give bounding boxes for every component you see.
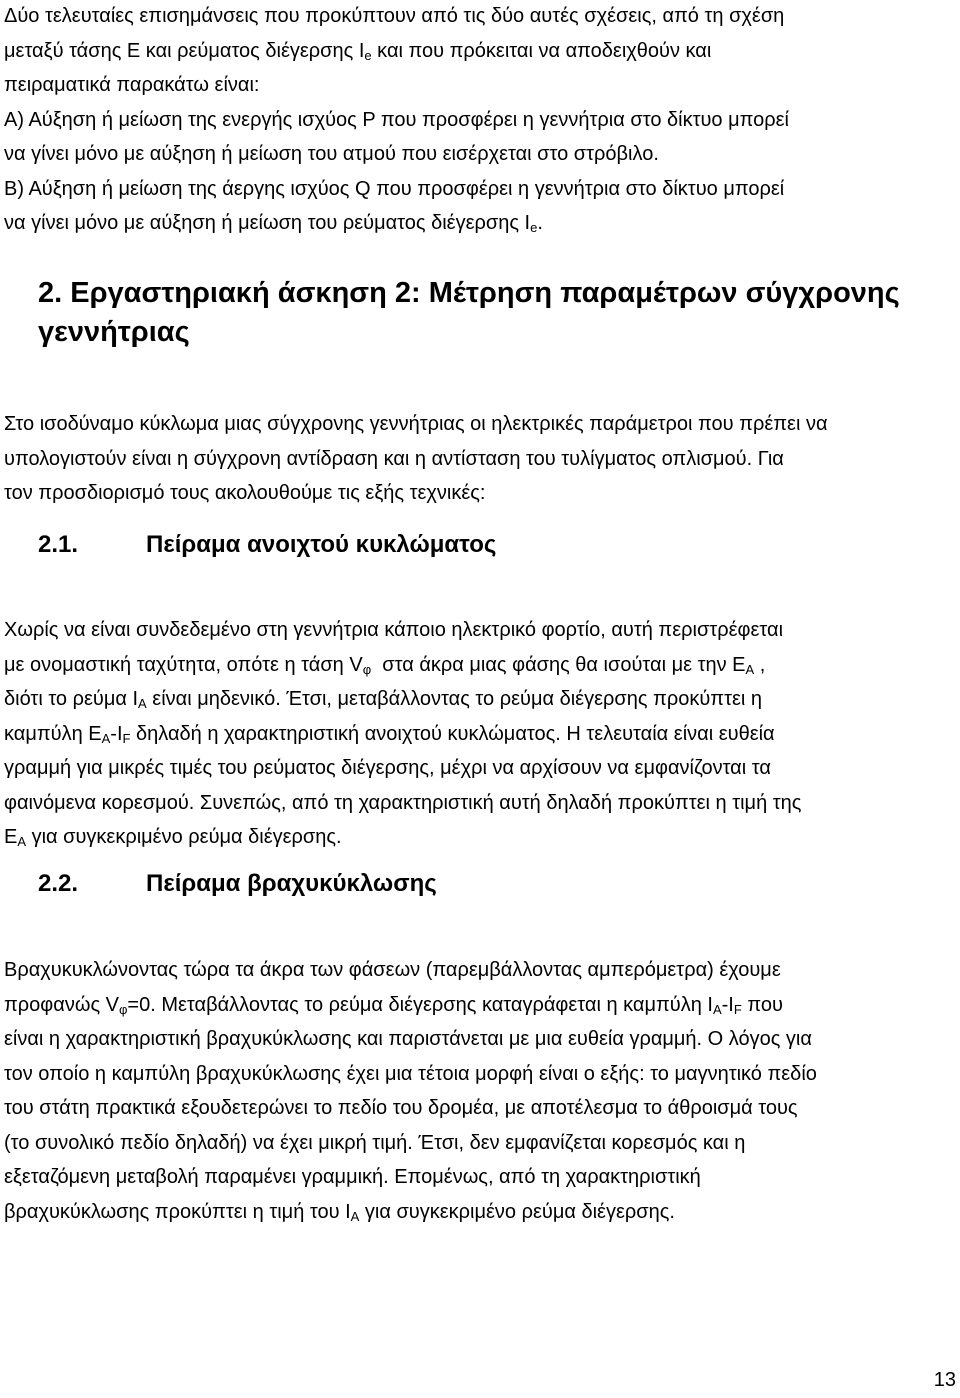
subsection-paragraph xyxy=(4,953,954,1229)
text-line: βραχυκύκλωσης προκύπτει η τιμή του $I_A$ για συγκεκριμένο ρεύμα διέγερσης. xyxy=(4,1200,675,1224)
text-line: Α) Αύξηση ή μείωση της ενεργής ισχύος P που προσφέρει η γεννήτρια στο δίκτυο μπορεί xyxy=(4,108,789,131)
text-line: γραμμή για μικρές τιμές του ρεύματος διέγερσης, μέχρι να αρχίσουν να εμφανίζονται τα xyxy=(4,757,771,779)
section-heading-line: 2. Εργαστηριακή άσκηση 2: Μέτρηση παραμέτρων σύγχρονης xyxy=(38,277,900,309)
subsection-title: Πείραμα ανοιχτού κυκλώματος xyxy=(146,531,497,558)
text-line: καμπύλη $E_A-I_F$ δηλαδή η χαρακτηριστική ανοιχτού κυκλώματος. Η τελευταία είναι ευθεία xyxy=(4,722,775,746)
text-line: Χωρίς να είναι συνδεδεμένο στη γεννήτρια κάποιο ηλεκτρικό φορτίο, αυτή περιστρέφεται xyxy=(4,619,784,641)
subsection-title: Πείραμα βραχυκύκλωσης xyxy=(146,870,437,897)
section-paragraph xyxy=(4,407,954,511)
text-line: Βραχυκυκλώνοντας τώρα τα άκρα των φάσεων (παρεμβάλλοντας αμπερόμετρα) έχουμε xyxy=(4,959,781,981)
text-line: τον προσδιορισμό τους ακολουθούμε τις εξής τεχνικές: xyxy=(4,482,486,504)
text-line: είναι η χαρακτηριστική βραχυκύκλωσης και παριστάνεται με μια ευθεία γραμμή. Ο λόγος για xyxy=(4,1028,812,1050)
subsection-number: 2.1. xyxy=(38,531,79,558)
text-line: υπολογιστούν είναι η σύγχρονη αντίδραση και η αντίσταση του τυλίγματος οπλισμού. Για xyxy=(4,447,784,470)
text-line: του στάτη πρακτικά εξουδετερώνει το πεδίο του δρομέα, με αποτέλεσμα το άθροισμά τους xyxy=(4,1097,798,1119)
text-line: να γίνει μόνο με αύξηση ή μείωση του ρεύματος διέγερσης $I_e$. xyxy=(4,212,543,235)
text-line: με ονομαστική ταχύτητα, οπότε η τάση $V_\varphi$ στα άκρα μιας φάσης θα ισούται με την $E_A$ , xyxy=(4,653,766,677)
section-heading xyxy=(38,274,900,352)
text-line: πειραματικά παρακάτω είναι: xyxy=(4,74,260,96)
text-line: Δύο τελευταίες επισημάνσεις που προκύπτουν από τις δύο αυτές σχέσεις, από τη σχέση xyxy=(4,5,785,27)
text-line: διότι το ρεύμα $I_A$ είναι μηδενικό. Έτσι, μεταβάλλοντας το ρεύμα διέγερσης προκύπτει η xyxy=(4,688,763,711)
text-line: εξεταζόμενη μεταβολή παραμένει γραμμική. Επομένως, από τη χαρακτηριστική xyxy=(4,1166,701,1188)
text-line: $E_A$ για συγκεκριμένο ρεύμα διέγερσης. xyxy=(4,826,342,849)
text-line: προφανώς $V_\varphi=0$. Μεταβάλλοντας το ρεύμα διέγερσης καταγράφεται η καμπύλη $I_A-I_F$ που xyxy=(4,993,783,1017)
text-line: (το συνολικό πεδίο δηλαδή) να έχει μικρή τιμή. Έτσι, δεν εμφανίζεται κορεσμός και η xyxy=(4,1131,746,1154)
subsection-number: 2.2. xyxy=(38,870,79,897)
subsection-paragraph xyxy=(4,613,954,855)
text-line: τον οποίο η καμπύλη βραχυκύκλωσης έχει μια τέτοια μορφή είναι ο εξής: το μαγνητικό πεδίο xyxy=(4,1062,817,1085)
text-line: Β) Αύξηση ή μείωση της άεργης ισχύος Q που προσφέρει η γεννήτρια στο δίκτυο μπορεί xyxy=(4,177,785,200)
section-heading-line: γεννήτριας xyxy=(38,316,190,348)
text-line: να γίνει μόνο με αύξηση ή μείωση του ατμού που εισέρχεται στο στρόβιλο. xyxy=(4,143,659,165)
text-line: Στο ισοδύναμο κύκλωμα μιας σύγχρονης γεννήτριας οι ηλεκτρικές παράμετροι που πρέπει να xyxy=(4,413,828,435)
intro-paragraph xyxy=(4,0,954,241)
text-line: φαινόμενα κορεσμού. Συνεπώς, από τη χαρακτηριστική αυτή δηλαδή προκύπτει η τιμή της xyxy=(4,791,802,814)
page-number: 13 xyxy=(933,1369,956,1391)
text-line: μεταξύ τάσης Ε και ρεύματος διέγερσης $I_e$ και που πρόκειται να αποδειχθούν και xyxy=(4,39,712,63)
